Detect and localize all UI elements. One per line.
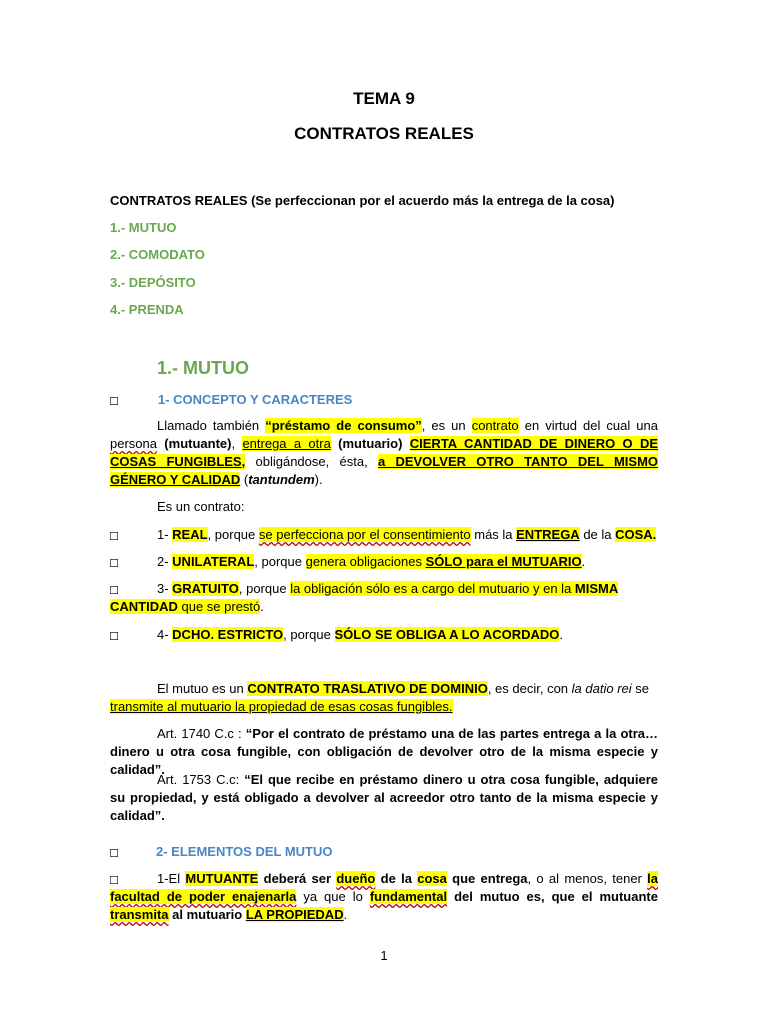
subheading-concepto: 1- CONCEPTO Y CARACTERES bbox=[158, 392, 353, 407]
article-1740: Art. 1740 C.c : “Por el contrato de préstamo una de las partes entrega a la otra… dinero u otra cosa fungible, con obligación de devolver otro de la misma especie y calidad”. bbox=[110, 726, 659, 777]
prestamo-consumo: “préstamo de consumo” bbox=[265, 418, 422, 433]
checkbox-icon: ☐ bbox=[109, 848, 119, 860]
paragraph-concepto: Llamado también “préstamo de consumo”, es un contrato en virtud del cual una persona (mutuante), entrega a otra (mutuario) CIERTA CANTIDAD DE DINERO O DE COSAS FUNGIBLES, obligándose, ésta, a DEVOLVER OTRO TANTO DEL MISMO GÉNERO Y CALIDAD (tantundem). bbox=[110, 418, 659, 487]
page-number: 1 bbox=[380, 948, 388, 963]
caracter-gratuito: 3- GRATUITO, porque la obligación sólo es a cargo del mutuario y en la MISMA CANTIDAD que se prestó. bbox=[110, 581, 619, 614]
list-item-prenda: 4.- PRENDA bbox=[110, 302, 184, 317]
paragraph-traslativo: El mutuo es un CONTRATO TRASLATIVO DE DOMINIO, es decir, con la datio rei se transmite al mutuario la propiedad de esas cosas fungibles. bbox=[110, 681, 649, 714]
tema-heading: TEMA 9 bbox=[353, 89, 415, 108]
checkbox-icon: ☐ bbox=[109, 396, 119, 408]
section-heading-mutuo: 1.- MUTUO bbox=[157, 358, 249, 378]
list-item-comodato: 2.- COMODATO bbox=[110, 247, 205, 262]
checkbox-icon: ☐ bbox=[109, 531, 119, 543]
es-un-contrato: Es un contrato: bbox=[157, 499, 245, 514]
list-item-deposito: 3.- DEPÓSITO bbox=[110, 275, 196, 290]
page-title: CONTRATOS REALES bbox=[294, 124, 474, 143]
checkbox-icon: ☐ bbox=[109, 585, 119, 597]
checkbox-icon: ☐ bbox=[109, 558, 119, 570]
checkbox-icon: ☐ bbox=[109, 875, 119, 887]
caracter-real: 1- REAL, porque se perfecciona por el consentimiento más la ENTREGA de la COSA. bbox=[157, 527, 657, 542]
subheading-elementos: 2- ELEMENTOS DEL MUTUO bbox=[156, 844, 333, 859]
caracter-unilateral: 2- UNILATERAL, porque genera obligaciones SÓLO para el MUTUARIO. bbox=[157, 554, 586, 569]
caracter-estricto: 4- DCHO. ESTRICTO, porque SÓLO SE OBLIGA A LO ACORDADO. bbox=[157, 627, 563, 642]
list-item-mutuo: 1.- MUTUO bbox=[110, 220, 177, 235]
paragraph-elementos: 1-El MUTUANTE deberá ser dueño de la cosa que entrega, o al menos, tener la facultad de poder enajenarla ya que lo fundamental del mutuo es, que el mutuante transmita al mutuario LA PROPIEDAD. bbox=[110, 871, 658, 922]
intro-line: CONTRATOS REALES (Se perfeccionan por el acuerdo más la entrega de la cosa) bbox=[110, 193, 615, 208]
article-1753: Art. 1753 C.c: “El que recibe en préstamo dinero u otra cosa fungible, adquiere su propiedad, y está obligado a devolver al acreedor otro tanto de la misma especie y calidad”. bbox=[110, 772, 659, 823]
checkbox-icon: ☐ bbox=[109, 631, 119, 643]
